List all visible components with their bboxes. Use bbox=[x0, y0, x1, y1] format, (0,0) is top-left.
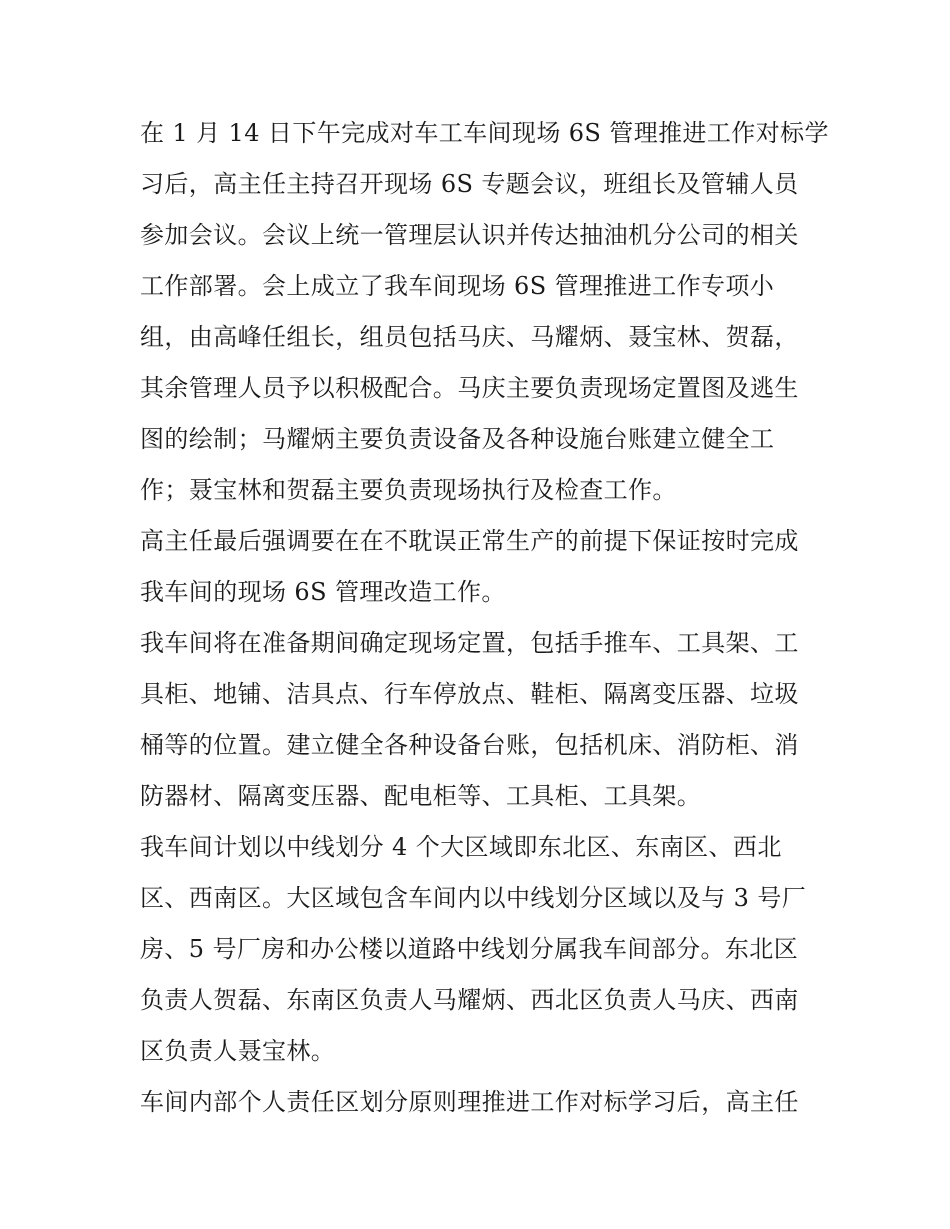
text-line: 习后，高主任主持召开现场 6S 专题会议，班组长及管辅人员 bbox=[140, 170, 799, 198]
text-line: 负责人贺磊、东南区负责人马耀炳、西北区负责人马庆、西南 bbox=[140, 986, 799, 1014]
text-line: 我车间将在准备期间确定现场定置，包括手推车、工具架、工 bbox=[140, 629, 799, 657]
document-body bbox=[140, 108, 829, 1128]
text-line: 区、西南区。大区域包含车间内以中线划分区域以及与 3 号厂 bbox=[140, 884, 807, 912]
text-line: 桶等的位置。建立健全各种设备台账，包括机床、消防柜、消 bbox=[140, 731, 799, 759]
text-line: 作；聂宝林和贺磊主要负责现场执行及检查工作。 bbox=[140, 476, 677, 504]
text-line: 在 1 月 14 日下午完成对车工车间现场 6S 管理推进工作对标学 bbox=[140, 119, 829, 147]
text-line: 我车间的现场 6S 管理改造工作。 bbox=[140, 578, 506, 606]
text-line: 具柜、地铺、洁具点、行车停放点、鞋柜、隔离变压器、垃圾 bbox=[140, 680, 799, 708]
text-line: 工作部署。会上成立了我车间现场 6S 管理推进工作专项小 bbox=[140, 272, 775, 300]
text-line: 高主任最后强调要在在不耽误正常生产的前提下保证按时完成 bbox=[140, 527, 799, 555]
text-line: 区负责人聂宝林。 bbox=[140, 1037, 336, 1065]
text-line: 其余管理人员予以积极配合。马庆主要负责现场定置图及逃生 bbox=[140, 374, 799, 402]
text-line: 图的绘制；马耀炳主要负责设备及各种设施台账建立健全工 bbox=[140, 425, 775, 453]
text-line: 组，由高峰任组长，组员包括马庆、马耀炳、聂宝林、贺磊， bbox=[140, 323, 799, 351]
text-line: 防器材、隔离变压器、配电柜等、工具柜、工具架。 bbox=[140, 782, 702, 810]
text-line: 车间内部个人责任区划分原则理推进工作对标学习后，高主任 bbox=[140, 1088, 799, 1116]
text-line: 参加会议。会议上统一管理层认识并传达抽油机分公司的相关 bbox=[140, 221, 799, 249]
text-line: 我车间计划以中线划分 4 个大区域即东北区、东南区、西北 bbox=[140, 833, 782, 861]
text-line: 房、5 号厂房和办公楼以道路中线划分属我车间部分。东北区 bbox=[140, 935, 799, 963]
